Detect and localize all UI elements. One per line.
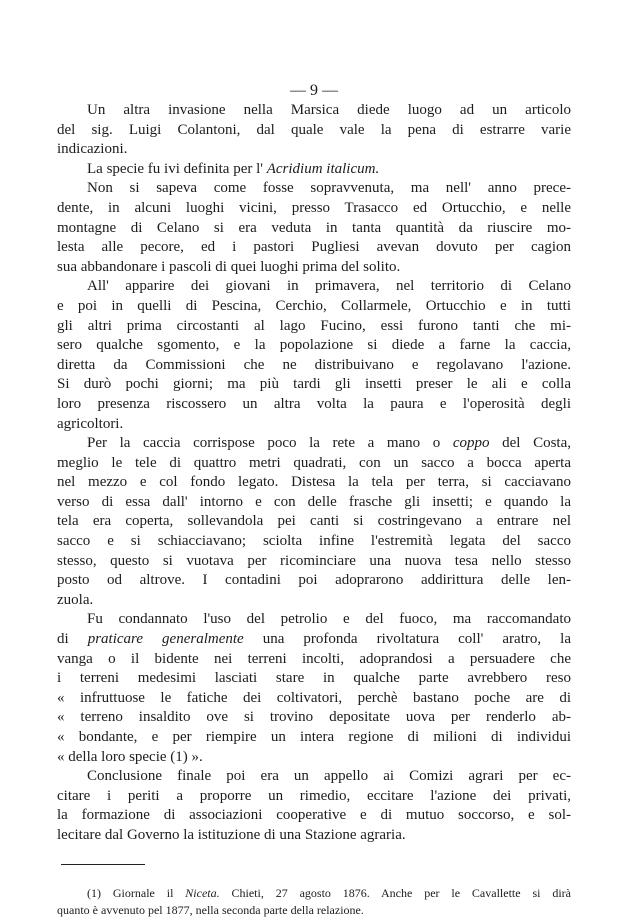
italic-text: coppo [452,435,490,452]
italic-text: Acridium italicum. [266,160,380,177]
text-line [57,258,571,278]
text-segment: montagne di Celano si era veduta in tanta quantità da riuscire mo- [57,219,571,236]
text-segment: stesso, questo si vuotava per ricominciare una nuova tesa nello stesso [57,552,571,569]
text-segment: una profonda rivoltatura coll' aratro, la [243,631,571,648]
text-segment: « terreno insaldito ove si trovino depositate uova per renderlo ab- [57,709,571,726]
italic-text: praticare generalmente [87,631,244,648]
text-line [57,454,571,474]
text-segment: diretta da Commissioni che ne distribuivano e regolavano l'azione. [57,356,571,373]
text-line [57,669,571,689]
paragraph [57,179,571,277]
text-segment: sacco e si schiacciavano; sciolta infine l'estremità legata del sacco [57,533,571,550]
text-line [57,317,571,337]
text-line [57,610,571,630]
footnote-line [57,885,571,902]
paragraph [57,277,571,434]
paragraph [57,434,571,610]
text-segment: « della loro specie (1) ». [57,748,203,765]
text-line [57,748,571,768]
text-segment: e poi in quelli di Pescina, Cerchio, Collarmele, Ortucchio e in tutti [57,297,571,314]
text-segment: indicazioni. [57,141,128,158]
text-segment: nel mezzo e col fondo legato. Distesa la tela per terra, si cacciavano [57,474,571,491]
paragraph [57,101,571,160]
text-line [57,630,571,650]
text-segment: « bondante, e per riempire un intera regione di milioni di individui [57,729,571,745]
text-segment: lesta alle pecore, ed i pastori Pugliesi avevan dovuto per cagion [57,239,571,256]
text-segment: Fu condannato l'uso del petrolio e del fuoco, ma raccomandato [87,611,571,628]
paragraph [57,767,571,845]
text-segment: Non si sapeva come fosse sopravvenuta, ma nell' anno prece- [87,180,571,197]
text-line [57,689,571,709]
text-line [57,493,571,513]
text-line [57,336,571,356]
text-line [57,728,571,748]
text-line [57,512,571,532]
text-segment: la formazione di associazioni cooperative e di mutuo soccorso, e sol- [57,807,571,824]
text-segment: citare i periti a proporre un rimedio, eccitare l'azione dei privati, [57,787,571,804]
text-line [57,356,571,376]
text-line [57,219,571,239]
text-segment: La specie fu ivi definita per l' [87,160,267,177]
body-text [57,101,571,846]
text-segment: Per la caccia corrispose poco la rete a mano o [87,435,453,452]
text-line [57,395,571,415]
text-segment: Un altra invasione nella Marsica diede luogo ad un articolo [87,102,571,118]
footnote-line [57,902,571,919]
text-line [57,532,571,552]
text-line [57,297,571,317]
text-segment: loro presenza riscossero un altra volta la paura e l'operosità degli [57,395,571,412]
text-segment: zuola. [57,591,94,608]
footnote [57,885,571,919]
text-line [57,826,571,846]
text-segment: dente, in alcuni luoghi vicini, presso Trasacco ed Ortucchio, e nelle [57,199,571,216]
text-segment: Conclusione finale poi era un appello ai Comizi agrari per ec- [87,768,571,785]
text-segment: posto od altrove. I contadini poi adoprarono addirittura delle len- [57,572,571,589]
text-line [57,591,571,611]
text-line [57,140,571,160]
text-line [57,767,571,787]
text-line [57,650,571,670]
text-line [57,160,571,180]
text-segment: i terreni medesimi lasciati stare in qualche parte avrebbero reso [57,670,571,687]
text-segment: « infruttuose le fatiche dei coltivatori, perchè bastano poche are di [57,689,571,706]
text-segment: All' apparire dei giovani in primavera, nel territorio di Celano [87,278,571,295]
paragraph [57,610,571,767]
text-line [57,101,571,121]
text-line [57,434,571,454]
text-segment: gli altri prima circostanti al lago Fucino, essi furono tanti che mi- [57,317,571,334]
text-line [57,199,571,219]
text-segment: del sig. Luigi Colantoni, dal quale vale la pena di estrarre varie [57,121,571,138]
text-line [57,552,571,572]
italic-text: Niceta. [185,885,220,900]
text-line [57,787,571,807]
text-line [57,708,571,728]
page-number: — 9 — [290,82,338,99]
text-segment: del Costa, [489,435,571,452]
text-line [57,179,571,199]
text-line [57,473,571,493]
text-line [57,277,571,297]
text-segment: sero qualche sgomento, e la popolazione si diede a farne la caccia, [57,337,571,354]
text-line [57,806,571,826]
footnote-divider [61,864,145,865]
text-segment: meglio le tele di quattro metri quadrati, con un sacco a bocca aperta [57,454,571,471]
text-segment: (1) Giornale il [87,885,186,900]
paragraph [57,160,571,180]
text-segment: agricoltori. [57,415,124,432]
text-segment: lecitare dal Governo la istituzione di una Stazione agraria. [57,826,406,843]
text-segment: sua abbandonare i pascoli di quei luoghi prima del solito. [57,258,401,275]
text-line [57,375,571,395]
text-segment: tela era coperta, sollevandola pei canti si costringevano a entrare nel [57,513,571,530]
text-line [57,238,571,258]
text-segment: Chieti, 27 agosto 1876. Anche per le Cavallette si dirà [219,885,571,900]
text-segment: vanga o il bidente nei terreni incolti, adoprandosi a persuadere che [57,650,571,667]
text-segment: di [57,631,88,648]
text-line [57,121,571,141]
text-segment: Si durò pochi giorni; ma più tardi gli insetti preser le ali e colla [57,376,571,393]
text-segment: verso di essa dall' intorno e con delle frasche gli insetti; e quando la [57,493,571,510]
text-line [57,415,571,435]
text-line [57,571,571,591]
text-segment: quanto è avvenuto pel 1877, nella seconda parte della relazione. [57,902,364,917]
